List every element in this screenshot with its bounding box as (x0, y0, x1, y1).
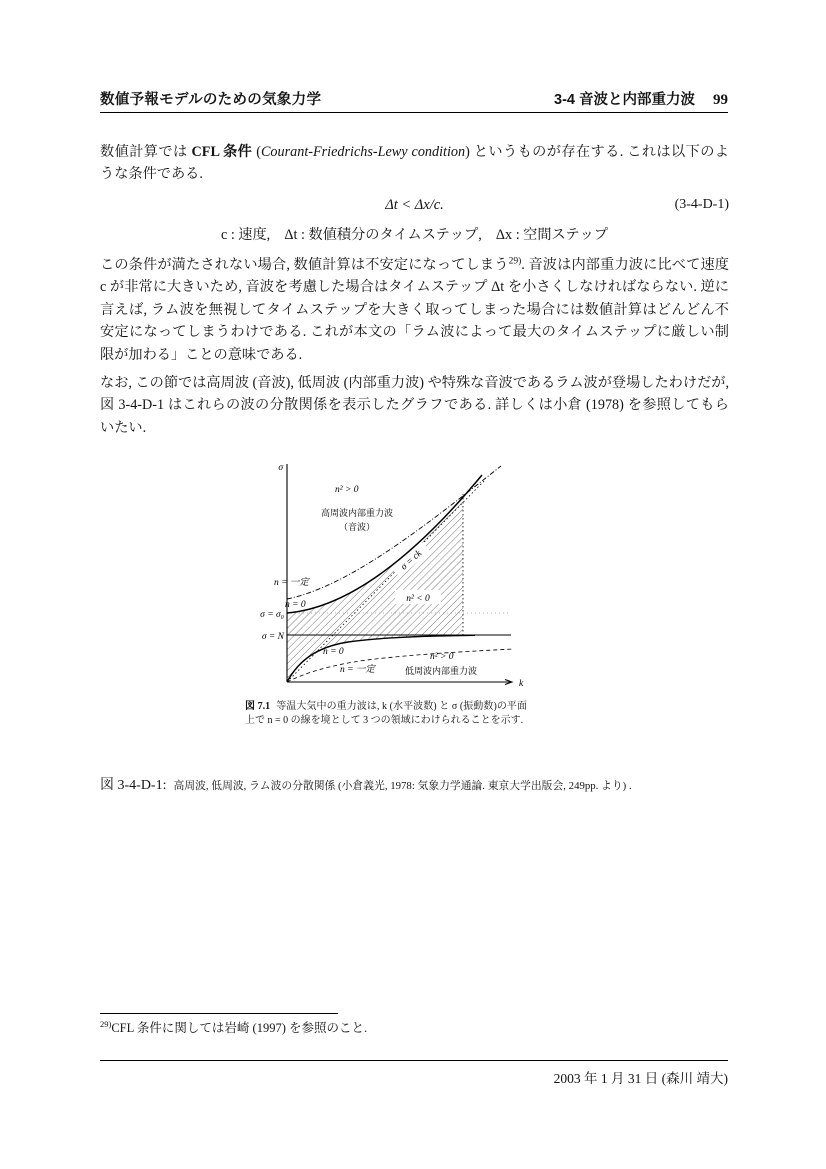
upper-n-const-label: n = 一定 (274, 578, 309, 588)
region-bottom-name: 低周波内部重力波 (405, 666, 478, 676)
lower-n-const-label: n = 一定 (340, 665, 375, 675)
region-top-label: n² > 0 (335, 485, 359, 495)
footnote-text: CFL 条件に関しては岩崎 (1997) を参照のこと. (111, 1021, 368, 1035)
page-header (100, 88, 728, 109)
equation-row (100, 197, 729, 217)
lower-n0-label: n = 0 (323, 647, 344, 657)
inner-figure-caption (245, 700, 527, 727)
inner-caption-line3: れることを示す. (450, 714, 524, 726)
caption-text: 高周波, 低周波, ラム波の分散関係 (小倉義光, 1978: 気象力学通論. 東京大学出版会, 249pp. より) . (173, 780, 632, 792)
region-top-name-line2: （音波） (338, 522, 376, 532)
footnote-ref-29: 29) (508, 256, 522, 267)
footnote (100, 1018, 729, 1036)
inner-caption-line1: 等温大気中の重力波は, k (水平波数) と σ (振動数) (276, 701, 497, 712)
equation-number: (3-4-D-1) (674, 197, 729, 212)
p2-after-footnote: . 音波は内部重力波に比べて速度 c が非常に大きいため, 音波を考慮した場合はタイムステップ Δt を小さくしなければならない. 逆に言えば, ラム波を無視してタイムステップを大きく取ってしまった場合には数値計算はどんどん不安定になってしまうわけである. これが本文の「ラム波によって最大のタイムステップに厳しい制限が加わる」ことの意味である. (100, 257, 729, 363)
curve-label: σ = ck (399, 548, 425, 573)
p1-tail: ) というものが存在する. これは以下のような条件である. (100, 144, 729, 183)
region-mid-label: n² < 0 (406, 594, 430, 604)
footer-rule (100, 1060, 728, 1061)
upper-n0-label: n = 0 (285, 600, 306, 610)
equation-legend: c : 速度, Δt : 数値積分のタイムステップ, Δx : 空間ステップ (220, 227, 609, 243)
region-bottom-label: n² > 0 (430, 652, 454, 662)
k-axis-label: k (519, 679, 524, 689)
paragraph-cfl-intro (100, 141, 729, 186)
inner-caption-tag: 図 7.1 (245, 701, 271, 712)
lower-n-const-curve (287, 649, 513, 682)
sigma-axis-label: σ (278, 463, 283, 473)
figure-caption (100, 774, 730, 794)
paragraph-cfl-consequence (100, 254, 729, 366)
sigma0-label: σ = σ₀ (260, 610, 284, 620)
header-section-title: 3-4 音波と内部重力波 (554, 92, 695, 108)
caption-tag: 図 3-4-D-1: (100, 778, 167, 793)
header-page-number: 99 (713, 92, 728, 108)
p1-cfl-term: CFL 条件 (191, 144, 253, 160)
inner-caption-line2: の平面上で n = 0 の線を境として 3 つの領域にわけら (245, 701, 528, 726)
footnote-marker: 29) (100, 1018, 112, 1029)
header-book-title: 数値予報モデルのための気象力学 (100, 92, 322, 108)
figure-dispersion-diagram (245, 458, 537, 727)
dispersion-plot (245, 458, 537, 692)
header-right (554, 88, 728, 109)
sigmaN-label: σ = N (261, 632, 284, 642)
p2-before-footnote: この条件が満たされない場合, 数値計算は不安定になってしまう (100, 257, 509, 273)
p1-latin-name: Courant-Friedrichs-Lewy condition (260, 144, 466, 160)
p1-lead: 数値計算では (100, 144, 192, 160)
p1-open-paren: ( (252, 144, 261, 160)
footer-date-author: 2003 年 1 月 31 日 (森川 靖大) (553, 1071, 728, 1086)
region-top-name-line1: 高周波内部重力波 (320, 508, 394, 518)
paragraph-dispersion-note: なお, この節では高周波 (音波), 低周波 (内部重力波) や特殊な音波であるラム波が登場したわけだが, 図 3-4-D-1 はこれらの波の分散関係を表示したグラフである. 詳しくは小倉 (1978) を参照してもらいたい. (100, 375, 729, 436)
footnote-rule (100, 1013, 338, 1014)
header-rule (100, 112, 728, 113)
equation-body: Δt < Δx/c. (385, 197, 444, 213)
